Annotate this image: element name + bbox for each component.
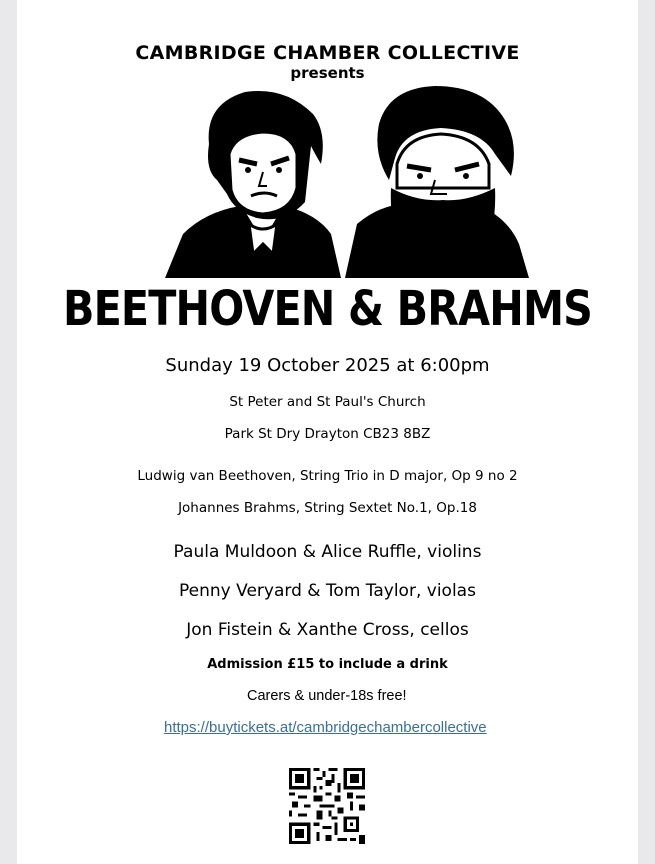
poster-page bbox=[17, 0, 638, 864]
performers-violas: Penny Veryard & Tom Taylor, violas bbox=[179, 581, 476, 601]
programme-item: Johannes Brahms, String Sextet No.1, Op.18 bbox=[178, 500, 477, 516]
concert-headline: BEETHOVEN & BRAHMS bbox=[62, 281, 593, 337]
venue-name: St Peter and St Paul's Church bbox=[229, 394, 426, 410]
ticket-link[interactable]: https://buytickets.at/cambridgechambercollective bbox=[164, 719, 487, 736]
composer-portraits-illustration bbox=[145, 84, 529, 278]
qr-code-icon[interactable] bbox=[289, 768, 365, 844]
performers-cellos: Jon Fistein & Xanthe Cross, cellos bbox=[186, 620, 469, 640]
beethoven-portrait bbox=[165, 91, 341, 278]
brahms-portrait bbox=[345, 86, 529, 278]
admission-price: Admission £15 to include a drink bbox=[207, 657, 448, 672]
venue-address: Park St Dry Drayton CB23 8BZ bbox=[224, 426, 431, 442]
organization-name: CAMBRIDGE CHAMBER COLLECTIVE bbox=[135, 42, 520, 64]
concessions-note: Carers & under-18s free! bbox=[247, 688, 407, 704]
programme-item: Ludwig van Beethoven, String Trio in D major, Op 9 no 2 bbox=[137, 468, 518, 484]
concert-date-time: Sunday 19 October 2025 at 6:00pm bbox=[165, 355, 490, 376]
presents-label: presents bbox=[290, 64, 365, 82]
performers-violins: Paula Muldoon & Alice Ruffle, violins bbox=[173, 542, 482, 562]
